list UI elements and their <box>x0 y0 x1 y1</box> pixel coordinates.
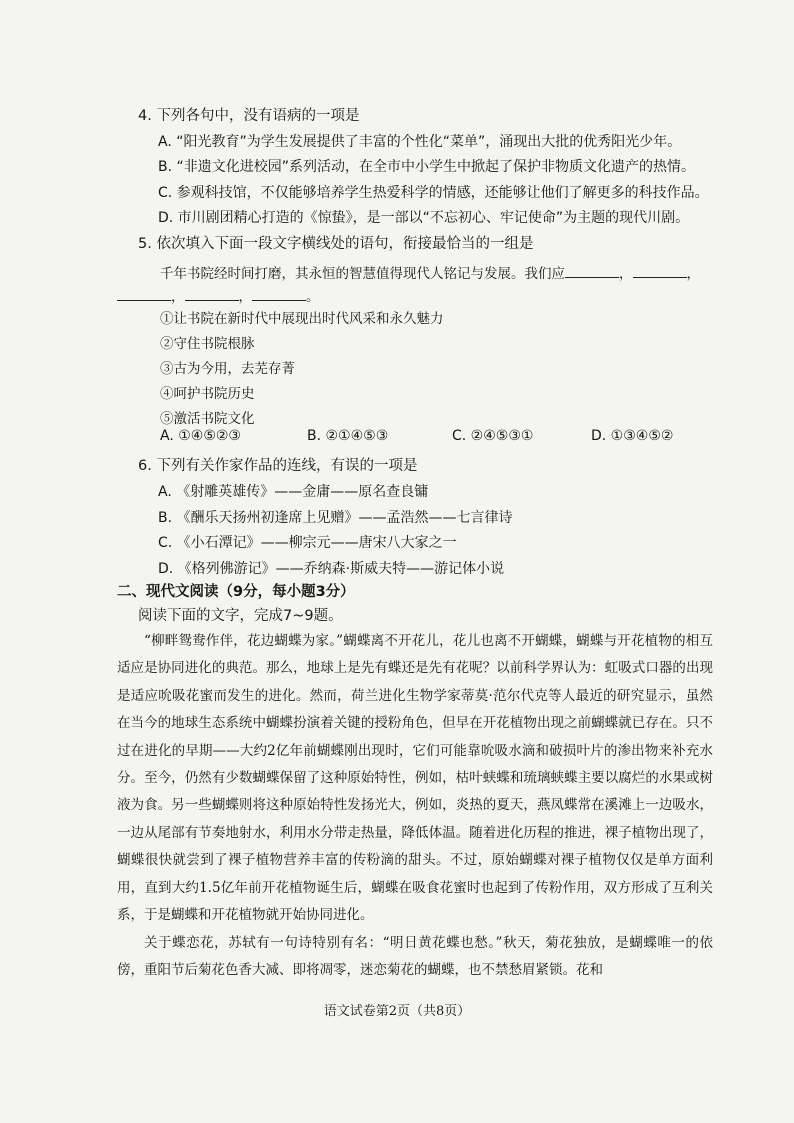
reading-instruction: 阅读下面的文字，完成7~9题。 <box>138 608 343 624</box>
q6-option-b: B. 《酬乐天扬州初逢席上见赠》——孟浩然——七言律诗 <box>158 510 513 526</box>
q5-item-5: ⑤激活书院文化 <box>160 411 255 427</box>
q6-option-a: A. 《射雕英雄传》——金庸——原名查良镛 <box>158 484 429 500</box>
q5-choice-d: D. ①③④⑤② <box>591 428 674 444</box>
q5-item-3: ③古为今用，去芜存菁 <box>160 361 295 377</box>
q4-option-d: D. 市川剧团精心打造的《惊蛰》，是一部以“不忘初心、牢记使命”为主题的现代川剧。 <box>158 210 690 226</box>
reading-paragraph-1: “柳畔鸳鸯作伴，花边蝴蝶为家。”蝴蝶离不开花儿，花儿也离不开蝴蝶，蝴蝶与开花植物的相互适应是协同进化的典范。那么，地球上是先有蝶还是先有花呢？以前科学界认为：虹吸式口器的出现是适应吮吸花蜜而发生的进化。然而，荷兰进化生物学家蒂莫·范尔代克等人最近的研究显示，虽然在当今的地球生态系统中蝴蝶扮演着关键的授粉角色，但早在开花植物出现之前蝴蝶就已存在。只不过在进化的早期——大约2亿年前蝴蝶刚出现时，它们可能靠吮吸水滴和破损叶片的渗出物来补充水分。至今，仍然有少数蝴蝶保留了这种原始特性，例如，枯叶蛱蝶和琉璃蛱蝶主要以腐烂的水果或树液为食。另一些蝴蝶则将这种原始特性发扬光大，例如，炎热的夏天，燕凤蝶常在溪滩上一边吸水，一边从尾部有节奏地射水，利用水分带走热量，降低体温。随着进化历程的推进，裸子植物出现了，蝴蝶很快就尝到了裸子植物营养丰富的传粉滴的甜头。不过，原始蝴蝶对裸子植物仅仅是单方面利用，直到大约1.5亿年前开花植物诞生后，蝴蝶在吸食花蜜时也起到了传粉作用，双方形成了互利关系，于是蝴蝶和开花植物就开始协同进化。 <box>117 633 713 924</box>
q5-choice-b: B. ②①④⑤③ <box>307 428 389 444</box>
q5-stem: 5. 依次填入下面一段文字横线处的语句，衔接最恰当的一组是 <box>138 236 534 252</box>
q4-option-c: C. 参观科技馆，不仅能够培养学生热爱科学的情感，还能够让他们了解更多的科技作品。 <box>158 185 709 201</box>
q4-option-b: B. “非遗文化进校园”系列活动，在全市中小学生中掀起了保护非物质文化遗产的热情。 <box>158 159 696 175</box>
q5-passage: 千年书院经时间打磨，其永恒的智慧值得现代人铭记与发展。我们应 <box>160 266 565 282</box>
q5-item-4: ④呵护书院历史 <box>160 386 255 402</box>
q5-choice-c: C. ②④⑤③① <box>452 428 534 444</box>
q5-passage-line2: ， ， 。 <box>117 286 320 307</box>
q4-option-a: A. “阳光教育”为学生发展提供了丰富的个性化“菜单”，涌现出大批的优秀阳光少年。 <box>158 134 682 150</box>
q6-option-d: D. 《格列佛游记》——乔纳森·斯威夫特——游记体小说 <box>158 561 505 577</box>
q5-passage-line1: 千年书院经时间打磨，其永恒的智慧值得现代人铭记与发展。我们应 ， ， <box>160 263 700 284</box>
q5-item-2: ②守住书院根脉 <box>160 336 255 352</box>
q5-choice-a: A. ①④⑤②③ <box>160 428 241 444</box>
answer-blank <box>565 263 619 278</box>
page-footer: 语文试卷第2页（共8页） <box>323 1004 471 1019</box>
reading-paragraph-2: 关于蝶恋花，苏轼有一句诗特别有名：“明日黄花蝶也愁。”秋天，菊花独放，是蝴蝶唯一的依傍，重阳节后菊花色香大减、即将凋零，迷恋菊花的蝴蝶，也不禁愁眉紧锁。花和 <box>117 935 713 979</box>
section-title: 二、现代文阅读（9分，每小题3分） <box>117 584 355 600</box>
q6-stem: 6. 下列有关作家作品的连线，有误的一项是 <box>138 458 418 474</box>
answer-blank <box>252 286 306 301</box>
q4-stem: 4. 下列各句中，没有语病的一项是 <box>138 108 360 124</box>
answer-blank <box>633 263 687 278</box>
q6-option-c: C. 《小石潭记》——柳宗元——唐宋八大家之一 <box>158 535 457 551</box>
answer-blank <box>117 286 171 301</box>
answer-blank <box>185 286 239 301</box>
q5-item-1: ①让书院在新时代中展现出时代风采和永久魅力 <box>160 311 444 327</box>
